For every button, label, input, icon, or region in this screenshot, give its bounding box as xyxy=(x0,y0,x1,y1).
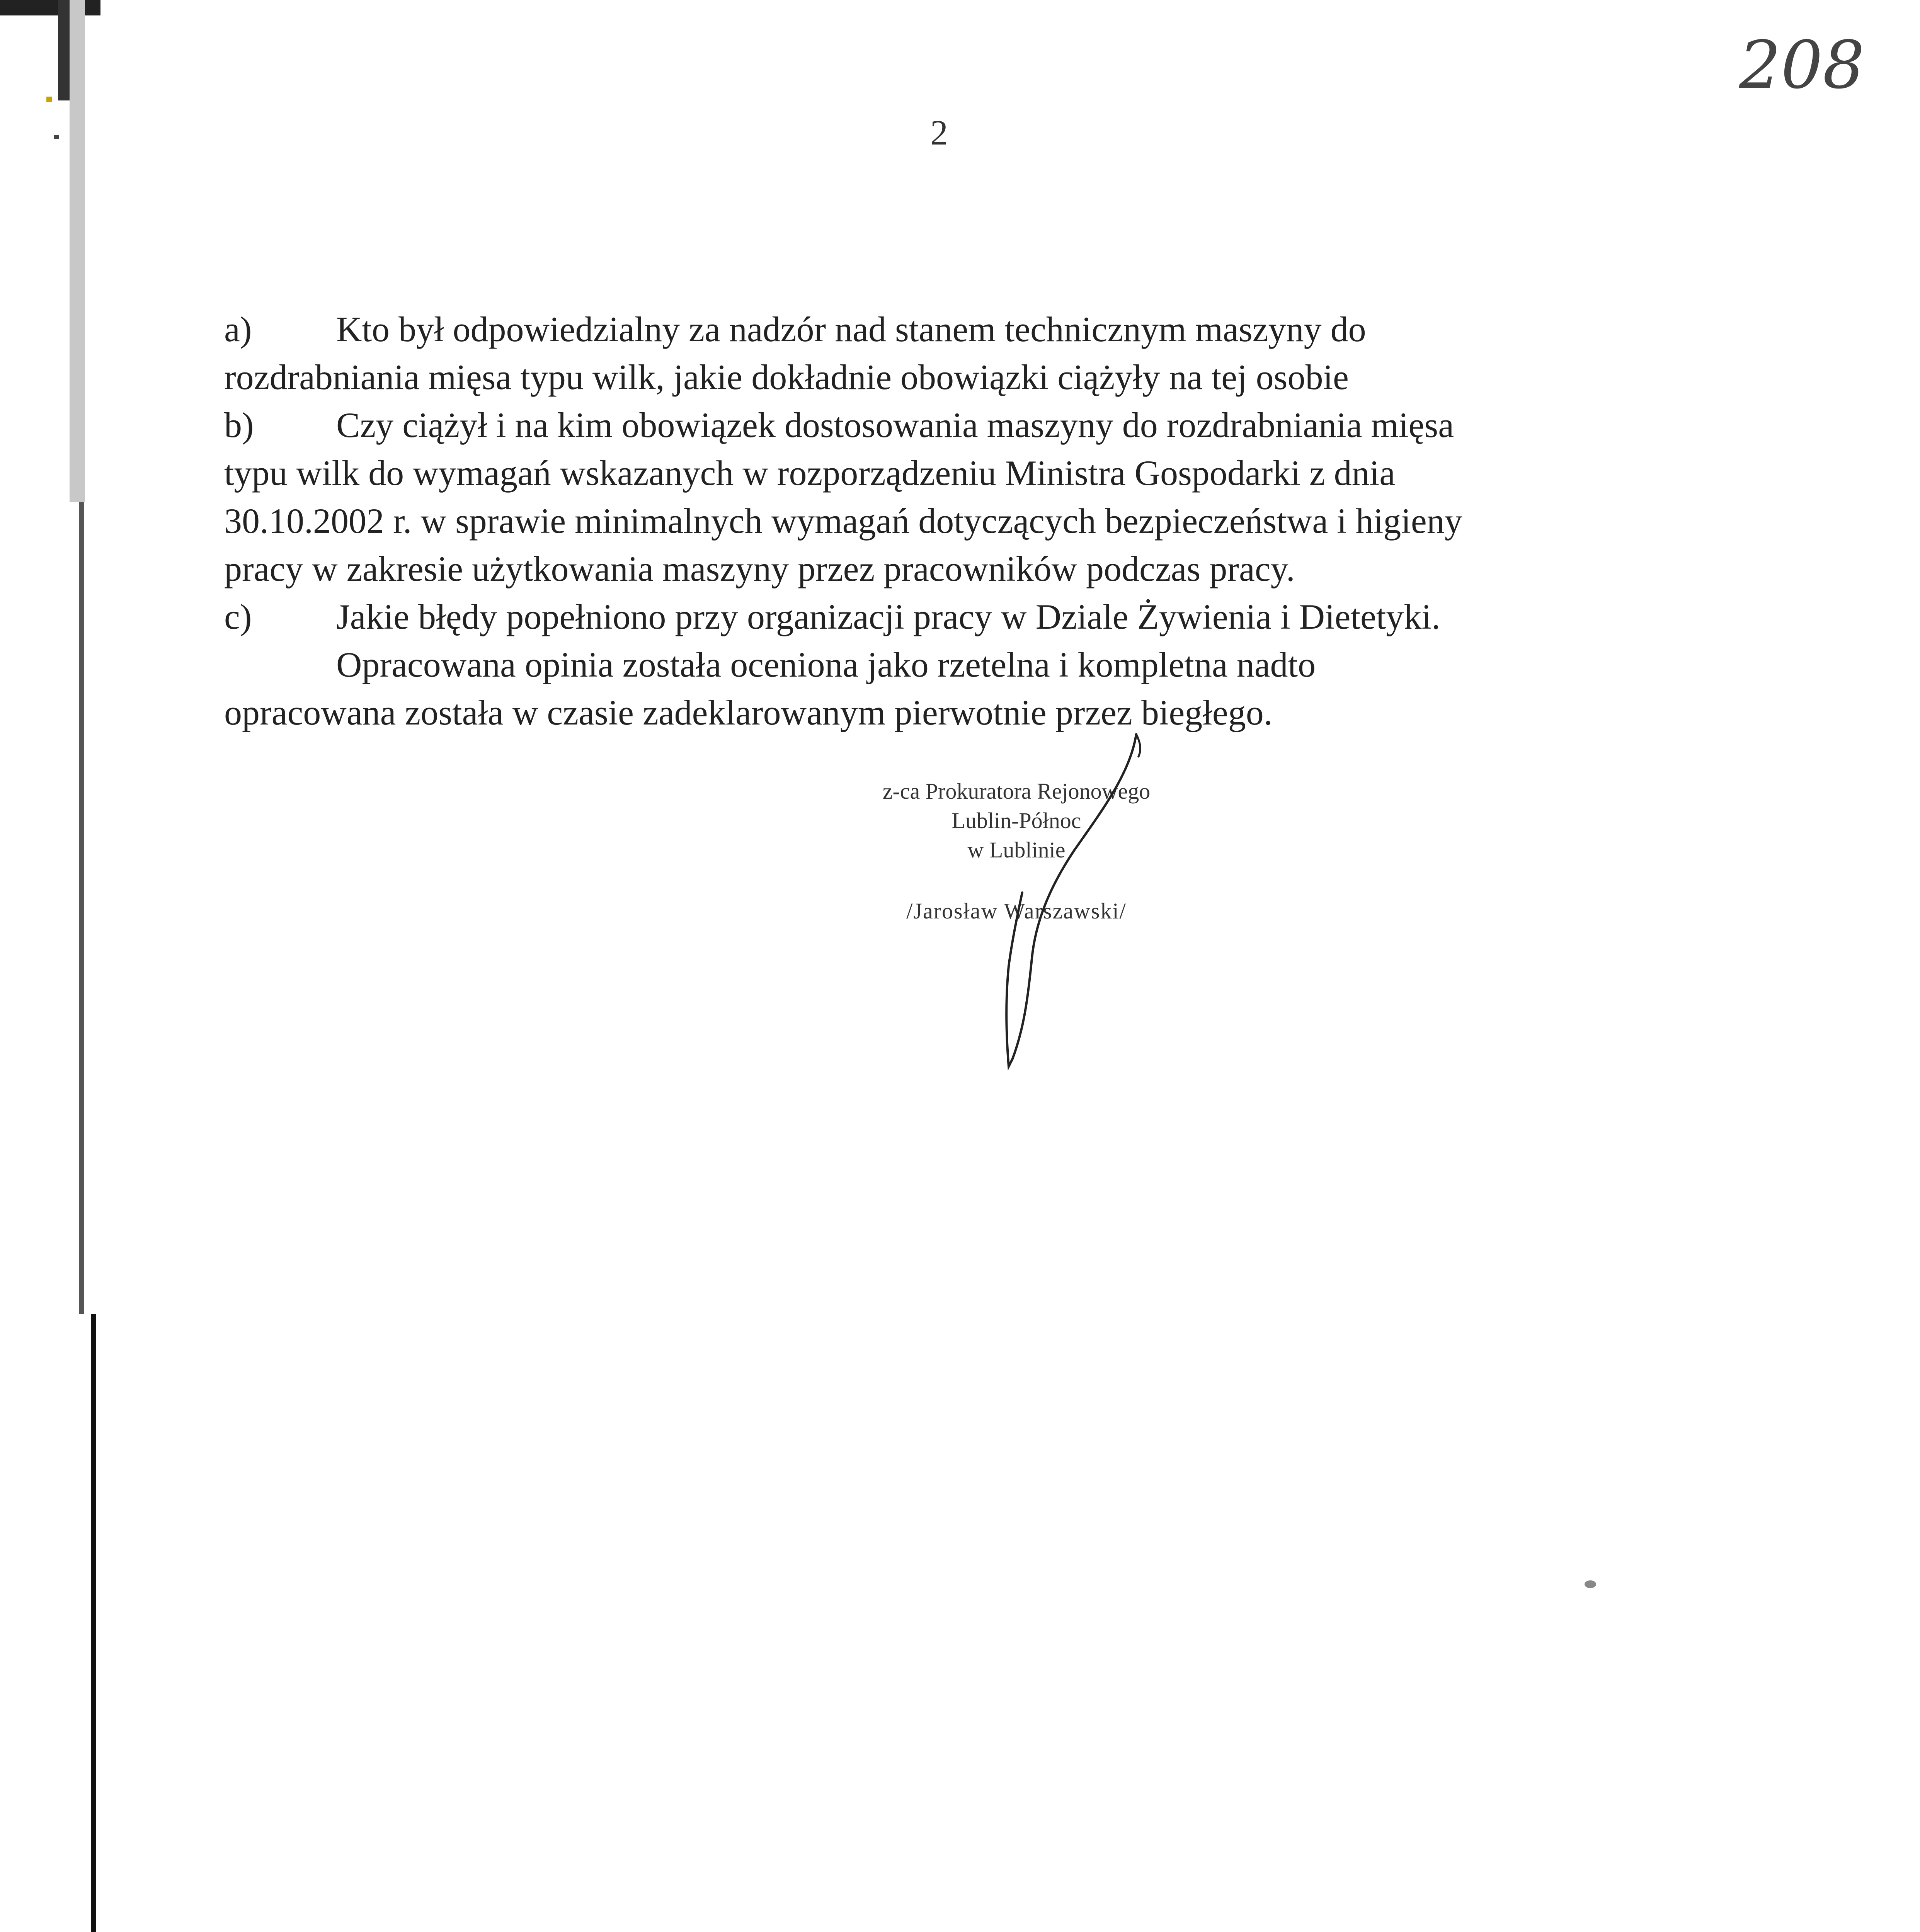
question-a-line-2: rozdrabniania mięsa typu wilk, jakie dokładnie obowiązki ciążyły na tej osobie xyxy=(224,357,1349,397)
signatory-name: /Jarosław Warszawski/ xyxy=(906,898,1127,923)
question-b-line-1: b) Czy ciążył i na kim obowiązek dostosowania maszyny do rozdrabniania mięsa xyxy=(224,401,1454,449)
signature-office: Lublin-Północ xyxy=(951,808,1081,833)
question-b-marker: b) xyxy=(224,405,254,445)
assessment-line-2: opracowana została w czasie zadeklarowanym pierwotnie przez biegłego. xyxy=(224,693,1273,732)
question-c-line-1: c) Jakie błędy popełniono przy organizacji pracy w Dziale Żywienia i Dietetyki. xyxy=(224,593,1440,641)
assessment-line-1: Opracowana opinia została oceniona jako rzetelna i kompletna nadto xyxy=(336,645,1316,684)
question-b-line-2: typu wilk do wymagań wskazanych w rozporządzeniu Ministra Gospodarki z dnia xyxy=(224,453,1396,493)
question-a-line-1: a) Kto był odpowiedzialny za nadzór nad stanem technicznym maszyny do xyxy=(224,305,1366,353)
question-b-line-3: 30.10.2002 r. w sprawie minimalnych wymagań dotyczących bezpieczeństwa i higieny xyxy=(224,501,1462,541)
signature-title: z-ca Prokuratora Rejonowego xyxy=(882,779,1151,804)
question-a-marker: a) xyxy=(224,310,252,349)
signature-city: w Lublinie xyxy=(967,837,1066,862)
page-number: 2 xyxy=(930,113,948,152)
handwritten-signature xyxy=(920,726,1190,1094)
question-b-line-4: pracy w zakresie użytkowania maszyny przez pracowników podczas pracy. xyxy=(224,549,1295,588)
question-c-marker: c) xyxy=(224,597,252,636)
scan-speck xyxy=(1585,1580,1596,1588)
handwritten-folio-number: 208 xyxy=(1739,27,1865,104)
scan-binding-edge xyxy=(0,0,116,1932)
